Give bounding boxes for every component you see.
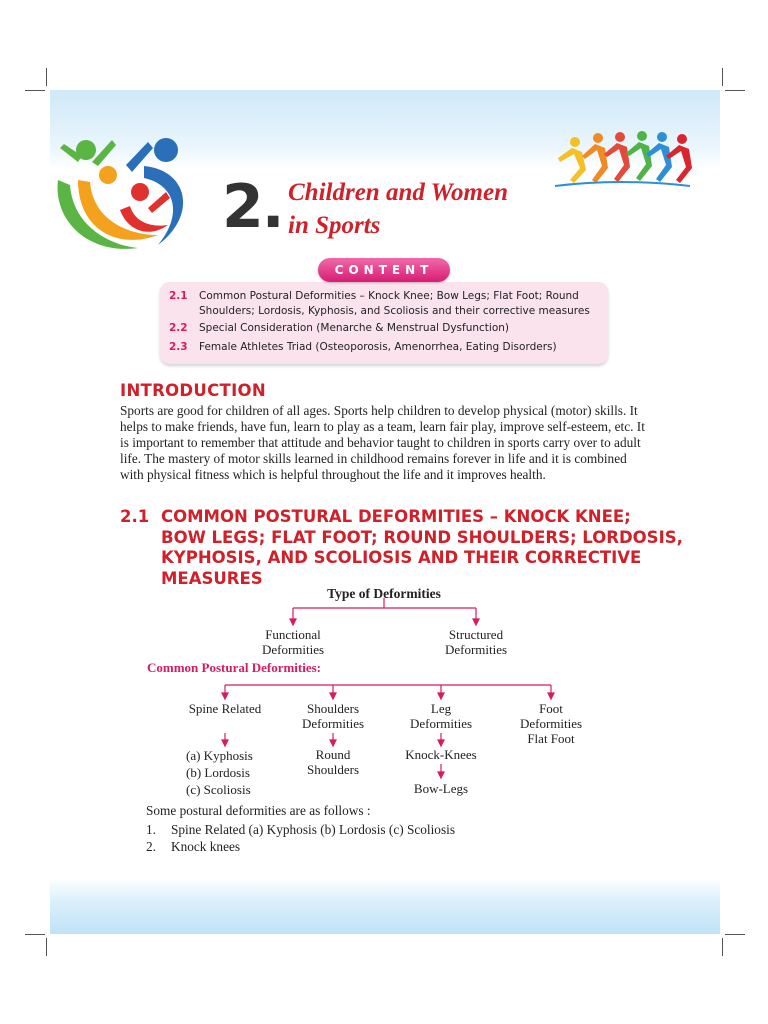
list-intro: Some postural deformities are as follows : [146,803,371,818]
category-spine [165,701,285,716]
content-item-text: Common Postural Deformities – Knock Knee; Bow Legs; Flat Foot; Round [199,290,579,302]
section-heading-line: BOW LEGS; FLAT FOOT; ROUND SHOULDERS; LORDOSIS, [161,527,683,547]
list-item-number: 2. [146,839,156,854]
category-foot [491,701,611,746]
section-number: 2.1 [120,507,150,526]
diagram-text: Deformities [409,716,473,731]
diagram-text: (a) Kyphosis [186,748,253,763]
diagram-text: (c) Scoliosis [186,782,251,797]
diagram-text: Structured [448,627,504,642]
content-item-number: 2.1 [169,290,188,302]
content-item-text: Special Consideration (Menarche & Menstrual Dysfunction) [199,322,510,334]
introduction-heading: INTRODUCTION [120,381,266,400]
list-item: Spine Related (a) Kyphosis (b) Lordosis (c) Scoliosis [171,822,455,837]
content-item-number: 2.3 [169,341,188,353]
chapter-number: 2. [222,172,283,242]
diagram-text: (b) Lordosis [186,765,250,780]
list-item-number: 1. [146,822,156,837]
list-item: Knock knees [171,839,241,854]
content-badge: CONTENT [318,258,450,282]
diagram-text: Deformities [519,716,583,731]
section-heading-line: COMMON POSTURAL DEFORMITIES – KNOCK KNEE; [161,507,631,526]
diagram-text: Functional [265,627,321,642]
diagram-title: Type of Deformities [327,586,441,601]
section-heading-line: KYPHOSIS, AND SCOLIOSIS AND THEIR CORRECTIVE [161,548,642,567]
chapter-title-line: in Sports [288,212,381,239]
spine-items [186,747,253,798]
diagram-text: Deformities [301,716,365,731]
diagram-text: Deformities [444,642,508,657]
category-leg [381,701,501,731]
diagram-type-functional [233,627,353,657]
category-shoulders [273,701,393,731]
chapter-title-line: Children and Women [288,179,508,206]
section-heading-line: MEASURES [161,568,263,588]
common-deformities-label: Common Postural Deformities: [147,660,322,675]
content-item-text: Shoulders; Lordosis, Kyphosis, and Scoliosis and their corrective measures [199,305,590,317]
diagram-text: Spine Related [188,701,262,716]
content-item-number: 2.2 [169,322,188,334]
diagram-text: Leg [430,701,452,716]
content-item-text: Female Athletes Triad (Osteoporosis, Amenorrhea, Eating Disorders) [199,341,557,353]
diagram-text: Deformities [261,642,325,657]
shoulder-items [283,747,383,777]
diagram-text: Round [315,747,351,762]
diagram-text: Shoulders [307,762,359,777]
leg-item-knock-knees: Knock-Knees [405,747,477,762]
diagram-type-structured [416,627,536,657]
diagram-text: Foot [539,701,563,716]
diagram-text: Flat Foot [527,731,575,746]
leg-item-bow-legs: Bow-Legs [413,781,469,796]
diagram-text: Shoulders [307,701,359,716]
introduction-paragraph: Sports are good for children of all ages. Sports help children to develop physical (motor) skills. It helps to make friends, have fun, learn to play as a team, learn fair play, improve self-esteem, etc. It is important to remember that attitude and behavior taught to children in sports carry over to adult life. The mastery of motor skills learned in childhood remains forever in life and it is combined with physical fitness which is helpful throughout the life and it improves health. [120,403,645,482]
